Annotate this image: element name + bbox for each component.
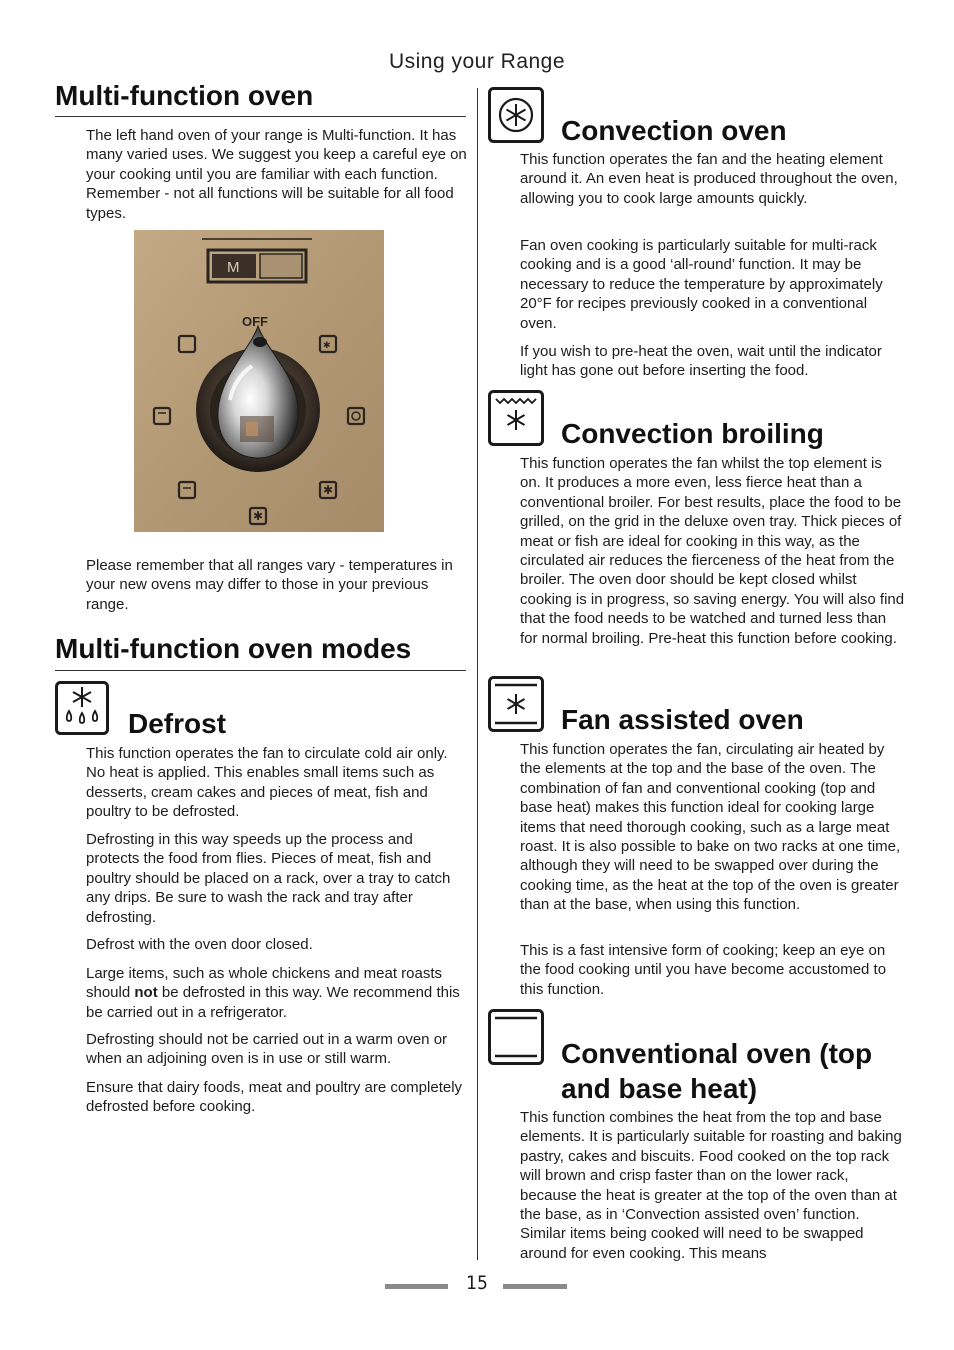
defrost-paragraph-4: Large items, such as whole chickens and meat roasts should not be defrosted in this way. We recommend this be carried out in a refrigerator. (86, 965, 460, 1021)
mode-title-convection-broiling: Convection broiling (561, 418, 824, 449)
running-header: Using your Range (388, 50, 566, 73)
defrost-paragraph-6: Ensure that dairy foods, meat and poultry are completely defrosted before cooking. (86, 1079, 463, 1116)
mode-title-convection-oven: Convection oven (561, 115, 787, 146)
svg-text:✱: ✱ (323, 483, 334, 497)
fan-assisted-oven-icon (488, 676, 544, 732)
convection-paragraph-3: If you wish to pre-heat the oven, wait until the indicator light has gone out before inserting the food. (520, 343, 882, 380)
defrost-paragraph-5: Defrosting should not be carried out in a warm oven or when an adjoining oven is in use or still warm. (86, 1031, 448, 1068)
mode-title-conventional-oven: Conventional oven (top and base heat) (561, 1038, 873, 1104)
page-number: 15 (466, 1272, 488, 1294)
conventional-oven-icon (488, 1009, 544, 1065)
fan-assisted-paragraph-1: This function operates the fan, circulating air heated by the elements at the top and the base of the oven. The combination of fan and conventional cooking (top and base heat) makes this function ideal for cooking large items that need thorough cooking, such as a large meat roast. It is also possible to bake on two racks at one time, although they will need to be swapped over during the cooking time, as the heat at the top of the oven is greater than at the base, when using this function. (520, 741, 901, 914)
column-divider (477, 88, 478, 1260)
intro-paragraph: The left hand oven of your range is Multi-function. It has many varied uses. We suggest you keep a careful eye on your cooking until you are familiar with each function. Remember - not all functions will be suitable for all food types. (86, 127, 467, 222)
remember-paragraph: Please remember that all ranges vary - temperatures in your new ovens may differ to those in your previous range. (86, 557, 453, 613)
section-title-oven-modes: Multi-function oven modes (55, 633, 412, 664)
title-underline (55, 670, 466, 671)
broiling-paragraph-1: This function operates the fan whilst the top element is on. It produces a more even, less fierce heat than a conventional broiler. For best results, place the food to be grilled, on the grid in the deluxe oven tray. Thick pieces of meat or fish are ideal for cooking in this way, as the circulated air reduces the fierceness of the heat from the broiler. The oven door should be kept closed whilst cooking is in progress, so saving energy. You will also find that the food needs to be watched and turned less than for normal broiling. Pre-heat this function before cooking. (520, 455, 905, 647)
section-title-multifunction-oven: Multi-function oven (55, 80, 314, 111)
svg-text:✱: ✱ (323, 340, 331, 350)
mode-title-defrost: Defrost (128, 708, 227, 739)
mode-title-fan-assisted-oven: Fan assisted oven (561, 704, 804, 735)
control-knob-photo (134, 230, 384, 532)
defrost-paragraph-2: Defrosting in this way speeds up the process and protects the food from flies. Pieces of meat, fish and poultry should be placed on a rack, over a tray to catch any drips. Be sure to wash the rack and tray after defrosting. (86, 831, 451, 926)
convection-oven-icon (488, 87, 544, 143)
off-label: OFF (242, 314, 268, 329)
defrost-paragraph-3: Defrost with the oven door closed. (86, 936, 313, 953)
footer-bar-right (503, 1284, 567, 1289)
title-underline (55, 116, 466, 117)
defrost-icon (55, 681, 109, 735)
footer-bar-left (385, 1284, 448, 1289)
indicator-label: M (227, 259, 240, 276)
convection-paragraph-1: This function operates the fan and the heating element around it. An even heat is produced throughout the oven, allowing you to cook large amounts quickly. (520, 151, 898, 207)
convection-paragraph-2: Fan oven cooking is particularly suitable for multi-rack cooking and is a good ‘all-round’ function. It may be necessary to reduce the temperature by approximately 20°F for recipes previously cooked in a conventional oven. (520, 237, 883, 332)
svg-text:✱: ✱ (253, 509, 264, 523)
emphasis-not: not (134, 984, 158, 1002)
convection-broiling-icon (488, 390, 544, 446)
fan-assisted-paragraph-2: This is a fast intensive form of cooking; keep an eye on the food cooking until you have become accustomed to this function. (520, 942, 887, 998)
conventional-paragraph-1: This function combines the heat from the top and base elements. It is particularly suitable for roasting and baking pastry, cakes and biscuits. Food cooked on the top rack will brown and crisp faster than on the lower rack, because the heat is greater at the top of the oven than at the base, as in ‘Convection assisted oven’ function. Similar items being cooked will need to be swapped around for even cooking. This means (520, 1109, 902, 1262)
defrost-paragraph-1: This function operates the fan to circulate cold air only. No heat is applied. This enables small items such as desserts, cream cakes and pieces of meat, fish and poultry to be defrosted. (86, 745, 448, 821)
